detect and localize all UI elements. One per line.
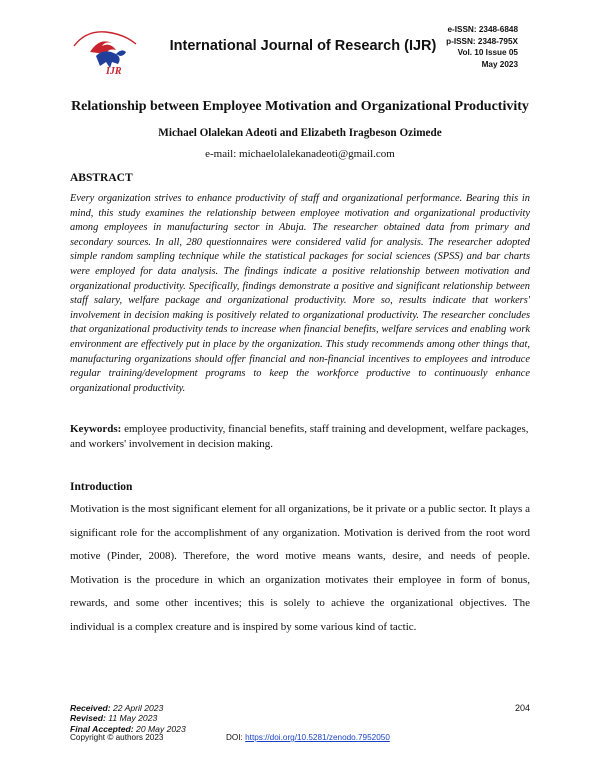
keywords-paragraph [70, 422, 530, 451]
accepted-date: Final Accepted: 20 May 2023 [70, 723, 186, 734]
issue-date: May 2023 [481, 59, 518, 69]
introduction-text: Motivation is the most significant element for all organizations, be it private or a public sector. It plays a significant role for the accomplishment of any organization. Motivation is derived from the root word motive (Pinder, 2008). Therefore, the word motive means wants, desire, and needs of people. Motivation is the procedure in which an organization motivates their employee in form of bonus, rewards, and some other incentives; this is solely to achieve the organizational objectives. The individual is a complex creature and is inspired by some various kind of tactic. [70, 503, 530, 633]
issn-block [446, 24, 518, 70]
pegasus-logo-icon [66, 26, 144, 76]
doi-label: DOI: [226, 733, 246, 742]
author-list: Michael Olalekan Adeoti and Elizabeth Iragbeson Ozimede [158, 127, 442, 139]
author-email: e-mail: michaelolalekanadeoti@gmail.com [205, 148, 395, 160]
doi-line [226, 733, 390, 742]
journal-logo [66, 26, 144, 76]
abstract-text: Every organization strives to enhance productivity of staff and organizational performance. Bearing this in mind, this study examines the relationship between employee motivation and organizational productivity among employees in manufacturing sector in Abuja. The researcher obtained data from primary and secondary sources. In all, 280 questionnaires were considered valid for analysis. The researcher adopted simple random sampling technique while the statistical packages for social sciences (SPSS) and bar charts were employed for data analysis. The findings indicate a positive relationship between motivation and organizational productivity. Specifically, findings demonstrate a positive and significant relationship between staff salary, welfare package and organizational productivity. More so, results indicate that workers' involvement in decision making is positively related to organizational productivity. The researcher concludes that organizational productivity tends to increase when financial benefits, welfare services and enabling work environment are effectively put in place by the organization. This study recommends among other things that, manufacturing organizations should offer financial and non-financial incentives to employees and introduce regular training/development programs to keep the workforce productive to continuously enhance organizational productivity. [70, 193, 530, 394]
page-number: 204 [514, 703, 530, 713]
abstract-heading: ABSTRACT [70, 172, 133, 184]
introduction-heading: Introduction [70, 481, 133, 493]
paper-title: Relationship between Employee Motivation and Organizational Productivity [71, 99, 529, 114]
volume-issue: Vol. 10 Issue 05 [457, 48, 518, 58]
eissn: e-ISSN: 2348-6848 [447, 25, 518, 34]
keywords-label: Keywords: [70, 423, 122, 435]
submission-dates [70, 703, 186, 734]
logo-ijr-text: IJR [106, 66, 122, 76]
pissn: p-ISSN: 2348-795X [446, 36, 518, 46]
doi-link[interactable]: https://doi.org/10.5281/zenodo.7952050 [245, 733, 390, 742]
journal-title: International Journal of Research (IJR) [169, 38, 437, 54]
received-date: Received: 22 April 2023 [70, 703, 164, 713]
copyright-notice: Copyright © authors 2023 [70, 733, 164, 742]
keywords-text: employee productivity, financial benefits, staff training and development, welfare packages, and workers' involvement in decision making. [70, 423, 529, 450]
revised-date: Revised: 11 May 2023 [70, 713, 158, 724]
